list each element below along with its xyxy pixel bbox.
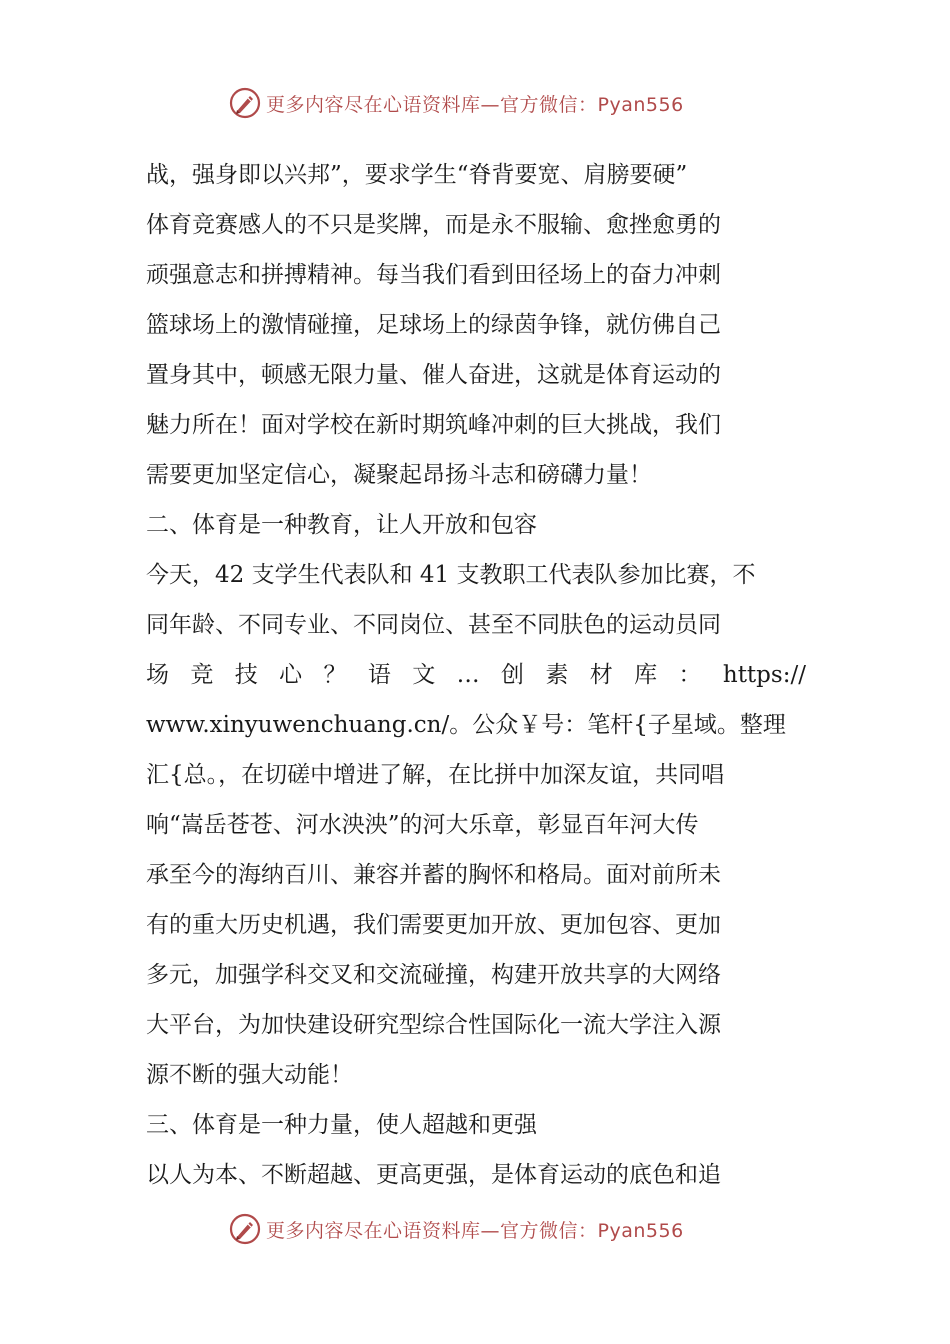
text-line: 体育竞赛感人的不只是奖牌，而是永不服输、愈挫愈勇的 bbox=[146, 212, 721, 238]
section-heading: 三、体育是一种力量，使人超越和更强 bbox=[146, 1112, 537, 1138]
url-text: https:// bbox=[722, 662, 806, 688]
text-line: 源不断的强大动能！ bbox=[146, 1062, 353, 1088]
banner-text: 更多内容尽在心语资料库—官方微信：Pyan556 bbox=[266, 1219, 684, 1242]
pen-nib-logo-icon bbox=[228, 86, 262, 120]
text-line: 战，强身即以兴邦”，要求学生“脊背要宽、肩膀要硬” bbox=[146, 162, 688, 188]
char: 素 bbox=[545, 662, 569, 688]
pen-nib-logo-icon bbox=[228, 1212, 262, 1246]
document-body bbox=[146, 150, 806, 1200]
text-line: 多元，加强学科交叉和交流碰撞，构建开放共享的大网络 bbox=[146, 962, 721, 988]
text-line: www.xinyuwenchuang.cn/。公众￥号：笔杆{子星域。整理 bbox=[146, 712, 786, 738]
text-line: 篮球场上的激情碰撞，足球场上的绿茵争锋，就仿佛自己 bbox=[146, 312, 721, 338]
text-line: 魅力所在！面对学校在新时期筑峰冲刺的巨大挑战，我们 bbox=[146, 412, 721, 438]
text-line: 需要更加坚定信心，凝聚起昂扬斗志和磅礴力量！ bbox=[146, 462, 652, 488]
char: 心 bbox=[279, 662, 303, 688]
text-line: 汇{总。，在切磋中增进了解，在比拼中加深友谊，共同唱 bbox=[146, 762, 725, 788]
char: 技 bbox=[234, 662, 258, 688]
char: 创 bbox=[501, 662, 524, 688]
footer-banner bbox=[0, 1209, 950, 1249]
text-line: 今天，42 支学生代表队和 41 支教职工代表队参加比赛，不 bbox=[146, 562, 756, 588]
char: 库 bbox=[634, 662, 658, 688]
section-heading: 二、体育是一种教育，让人开放和包容 bbox=[146, 512, 537, 538]
char: 文 bbox=[412, 662, 436, 688]
text-line: 有的重大历史机遇，我们需要更加开放、更加包容、更加 bbox=[146, 912, 721, 938]
header-banner bbox=[0, 83, 950, 123]
justified-url-line bbox=[146, 650, 806, 700]
char: 材 bbox=[589, 662, 613, 688]
text-line: 置身其中，顿感无限力量、催人奋进，这就是体育运动的 bbox=[146, 362, 721, 388]
text-line: 以人为本、不断超越、更高更强，是体育运动的底色和追 bbox=[146, 1162, 721, 1188]
text-line: 大平台，为加快建设研究型综合性国际化一流大学注入源 bbox=[146, 1012, 721, 1038]
banner-text: 更多内容尽在心语资料库—官方微信：Pyan556 bbox=[266, 93, 684, 116]
text-line: 顽强意志和拼搏精神。每当我们看到田径场上的奋力冲刺 bbox=[146, 262, 721, 288]
char: 场 bbox=[146, 662, 169, 688]
char: 语 bbox=[367, 662, 391, 688]
text-line: 响“嵩岳苍苍、河水泱泱”的河大乐章，彰显百年河大传 bbox=[146, 812, 699, 838]
char: … bbox=[456, 662, 480, 688]
char: ： bbox=[678, 662, 702, 688]
text-line: 承至今的海纳百川、兼容并蓄的胸怀和格局。面对前所未 bbox=[146, 862, 721, 888]
char: ？ bbox=[323, 662, 347, 688]
char: 竞 bbox=[190, 662, 214, 688]
text-line: 同年龄、不同专业、不同岗位、甚至不同肤色的运动员同 bbox=[146, 612, 721, 638]
